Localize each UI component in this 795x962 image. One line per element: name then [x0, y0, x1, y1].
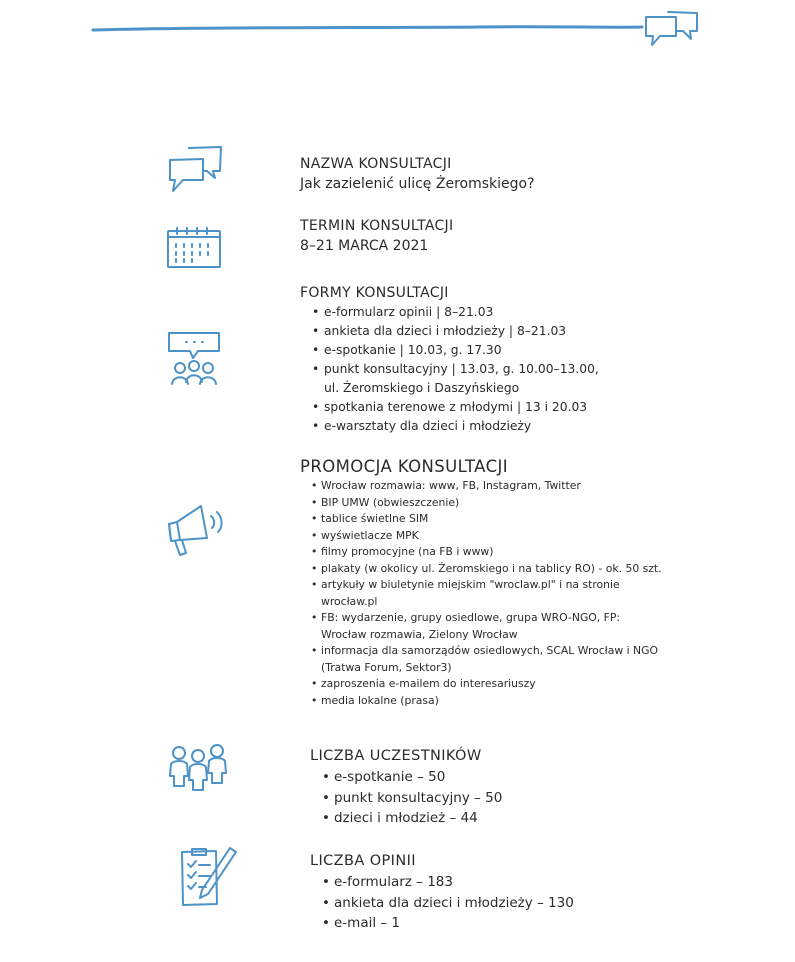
megaphone-icon: [163, 500, 229, 558]
uczestnicy-list: [334, 767, 502, 829]
section-promocja: [300, 456, 662, 709]
uczestnicy-item: • dzieci i młodzież – 44: [334, 808, 502, 829]
section-opinie: [310, 850, 574, 934]
termin-heading: TERMIN KONSULTACJI: [300, 218, 454, 234]
promocja-list: [321, 478, 662, 709]
promocja-item: • artykuły w biuletynie miejskim "wroclaw.pl" i na stronie: [321, 577, 662, 594]
nazwa-value: Jak zazielenić ulicę Żeromskiego?: [300, 176, 535, 192]
promocja-item: • FB: wydarzenie, grupy osiedlowe, grupa WRO-NGO, FP:: [321, 610, 662, 627]
promocja-item: • plakaty (w okolicy ul. Żeromskiego i na tablicy RO) - ok. 50 szt.: [321, 561, 662, 578]
termin-value: 8–21 MARCA 2021: [300, 238, 429, 254]
checklist-pen-icon: [176, 842, 240, 912]
opinie-heading: LICZBA OPINII: [310, 853, 416, 869]
section-formy: [300, 283, 599, 436]
nazwa-heading: NAZWA KONSULTACJI: [300, 156, 452, 172]
formy-item: • e-warsztaty dla dzieci i młodzieży: [324, 417, 599, 436]
formy-heading: FORMY KONSULTACJI: [300, 285, 449, 301]
promocja-item-continuation: (Tratwa Forum, Sektor3): [321, 660, 452, 674]
promocja-item: • filmy promocyjne (na FB i www): [321, 544, 662, 561]
meeting-people-icon: [165, 330, 225, 388]
promocja-item: • informacja dla samorządów osiedlowych, SCAL Wrocław i NGO: [321, 643, 662, 660]
top-divider: [0, 0, 795, 60]
promocja-item: • zaproszenia e-mailem do interesariuszy: [321, 676, 662, 693]
formy-item: • e-spotkanie | 10.03, g. 17.30: [324, 341, 599, 360]
promocja-item: • wyświetlacze MPK: [321, 528, 662, 545]
formy-item-continuation: ul. Żeromskiego i Daszyńskiego: [324, 381, 520, 395]
section-uczestnicy: [310, 745, 502, 829]
opinie-item: • e-mail – 1: [334, 913, 574, 934]
uczestnicy-heading: LICZBA UCZESTNIKÓW: [310, 748, 482, 764]
section-nazwa: [300, 154, 535, 194]
formy-list: [324, 303, 599, 436]
promocja-item: • BIP UMW (obwieszczenie): [321, 495, 662, 512]
calendar-icon: [165, 225, 223, 270]
opinie-list: [334, 872, 574, 934]
opinie-item: • ankieta dla dzieci i młodzieży – 130: [334, 893, 574, 914]
chat-bubbles-icon: [646, 12, 697, 45]
promocja-item: • media lokalne (prasa): [321, 693, 662, 710]
promocja-item: • Wrocław rozmawia: www, FB, Instagram, Twitter: [321, 478, 662, 495]
uczestnicy-item: • punkt konsultacyjny – 50: [334, 788, 502, 809]
promocja-heading: PROMOCJA KONSULTACJI: [300, 457, 509, 476]
promocja-item-continuation: Wrocław rozmawia, Zielony Wrocław: [321, 627, 518, 641]
formy-item: • spotkania terenowe z młodymi | 13 i 20.03: [324, 398, 599, 417]
section-termin: [300, 216, 453, 256]
promocja-item-continuation: wrocław.pl: [321, 594, 378, 608]
formy-item: • ankieta dla dzieci i młodzieży | 8–21.03: [324, 322, 599, 341]
uczestnicy-item: • e-spotkanie – 50: [334, 767, 502, 788]
promocja-item: • tablice świetlne SIM: [321, 511, 662, 528]
opinie-item: • e-formularz – 183: [334, 872, 574, 893]
speech-bubbles-icon: [165, 144, 225, 196]
formy-item: • punkt konsultacyjny | 13.03, g. 10.00–13.00,: [324, 360, 599, 379]
people-group-icon: [166, 742, 230, 792]
formy-item: • e-formularz opinii | 8–21.03: [324, 303, 599, 322]
